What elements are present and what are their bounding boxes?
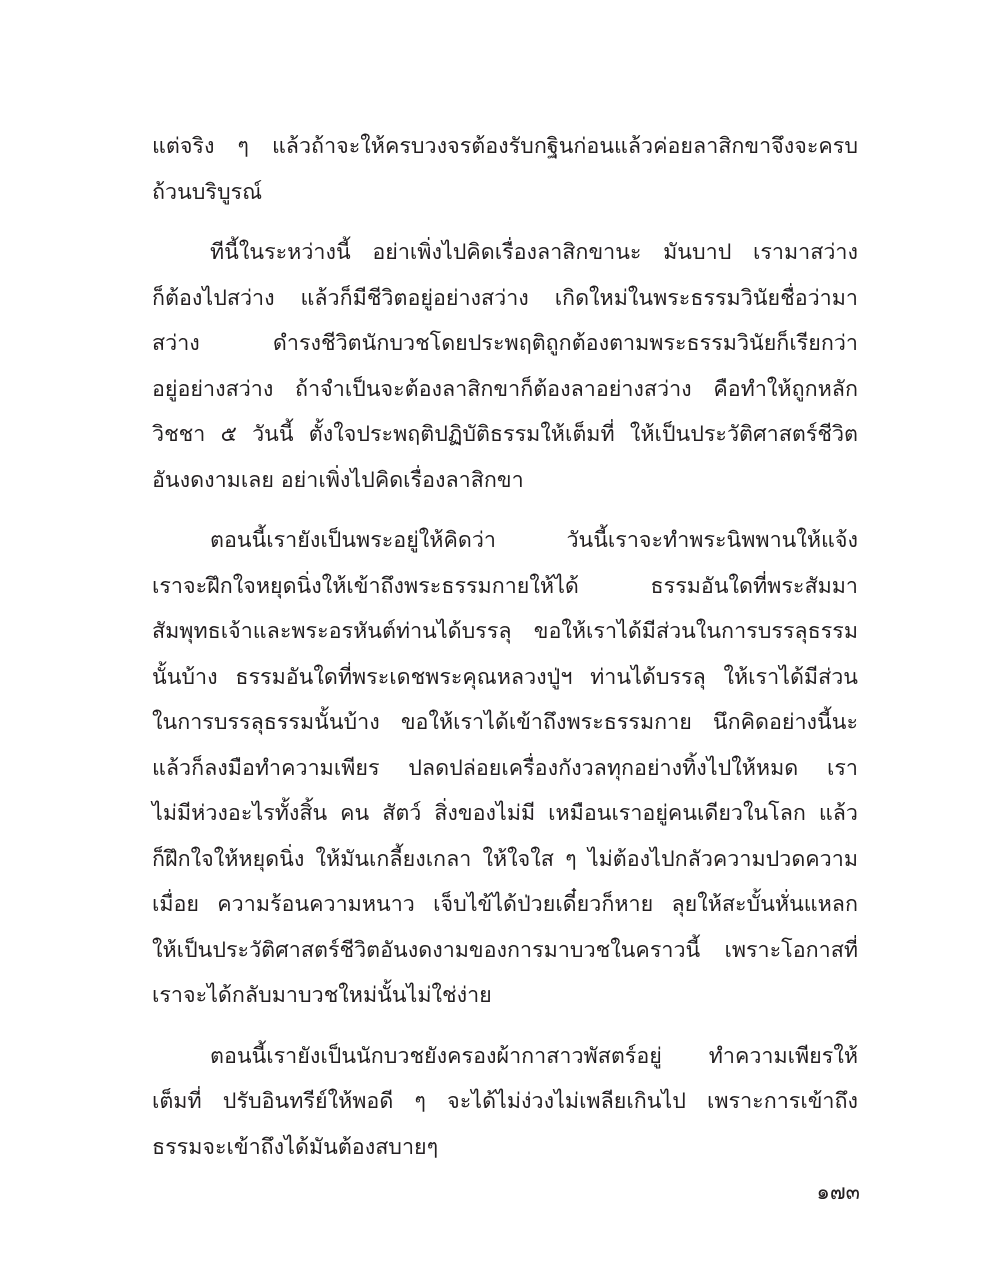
text-line: เราจะได้กลับมาบวชใหม่นั้นไม่ใช่ง่าย bbox=[152, 983, 492, 1008]
text-line: เต็มที่ ปรับอินทรีย์ให้พอดี ๆ จะได้ไม่ง่วงไม่เพลียเกินไป เพราะการเข้าถึง bbox=[152, 1089, 858, 1114]
text-line: สว่าง ดำรงชีวิตนักบวชโดยประพฤติถูกต้องตามพระธรรมวินัยก็เรียกว่า bbox=[152, 331, 858, 356]
text-line: ตอนนี้เรายังเป็นนักบวชยังครองผ้ากาสาวพัสตร์อยู่ ทำความเพียรให้ bbox=[210, 1043, 858, 1069]
text-line: สัมพุทธเจ้าและพระอรหันต์ท่านได้บรรลุ ขอให้เราได้มีส่วนในการบรรลุธรรม bbox=[152, 619, 858, 644]
text-line: ตอนนี้เรายังเป็นพระอยู่ให้คิดว่า วันนี้เราจะทำพระนิพพานให้แจ้ง bbox=[210, 528, 858, 553]
text-line: แล้วก็ลงมือทำความเพียร ปลดปล่อยเครื่องกังวลทุกอย่างทิ้งไปให้หมด เรา bbox=[152, 755, 858, 781]
text-line: อยู่อย่างสว่าง ถ้าจำเป็นจะต้องลาสิกขาก็ต้องลาอย่างสว่าง คือทำให้ถูกหลัก bbox=[152, 376, 858, 402]
text-line: เมื่อย ความร้อนความหนาว เจ็บไข้ได้ป่วยเดี๋ยวก็หาย ลุยให้สะบั้นหั่นแหลก bbox=[152, 892, 858, 917]
paragraph-3 bbox=[152, 518, 858, 1019]
paragraph-2 bbox=[152, 230, 858, 503]
page-number: ๑๗๓ bbox=[816, 1180, 860, 1204]
text-line: อันงดงามเลย อย่าเพิ่งไปคิดเรื่องลาสิกขา bbox=[152, 467, 524, 493]
paragraph-1 bbox=[152, 124, 858, 215]
text-line: เราจะฝึกใจหยุดนิ่งให้เข้าถึงพระธรรมกายให้ได้ ธรรมอันใดที่พระสัมมา bbox=[152, 573, 858, 599]
text-line: ถ้วนบริบูรณ์ bbox=[152, 179, 263, 205]
text-line: ก็ฝึกใจให้หยุดนิ่ง ให้มันเกลี้ยงเกลา ให้ใจใส ๆ ไม่ต้องไปกลัวความปวดความ bbox=[152, 846, 858, 872]
text-line: วิชชา ๕ วันนี้ ตั้งใจประพฤติปฏิบัติธรรมให้เต็มที่ ให้เป็นประวัติศาสตร์ชีวิต bbox=[152, 422, 858, 447]
document-body bbox=[152, 124, 858, 1185]
text-line: นั้นบ้าง ธรรมอันใดที่พระเดชพระคุณหลวงปู่ฯ ท่านได้บรรลุ ให้เราได้มีส่วน bbox=[152, 664, 858, 690]
text-line: ก็ต้องไปสว่าง แล้วก็มีชีวิตอยู่อย่างสว่าง เกิดใหม่ในพระธรรมวินัยชื่อว่ามา bbox=[152, 285, 858, 311]
text-line: ในการบรรลุธรรมนั้นบ้าง ขอให้เราได้เข้าถึงพระธรรมกาย นึกคิดอย่างนี้นะ bbox=[152, 710, 858, 735]
text-line: ไม่มีห่วงอะไรทั้งสิ้น คน สัตว์ สิ่งของไม่มี เหมือนเราอยู่คนเดียวในโลก แล้ว bbox=[152, 801, 858, 826]
text-line: แต่จริง ๆ แล้วถ้าจะให้ครบวงจรต้องรับกฐินก่อนแล้วค่อยลาสิกขาจึงจะครบ bbox=[152, 134, 858, 159]
paragraph-4 bbox=[152, 1034, 858, 1171]
text-line: ธรรมจะเข้าถึงได้มันต้องสบายๆ bbox=[152, 1134, 439, 1160]
text-line: ทีนี้ในระหว่างนี้ อย่าเพิ่งไปคิดเรื่องลาสิกขานะ มันบาป เรามาสว่าง bbox=[210, 240, 858, 265]
text-line: ให้เป็นประวัติศาสตร์ชีวิตอันงดงามของการมาบวชในคราวนี้ เพราะโอกาสที่ bbox=[152, 937, 858, 963]
